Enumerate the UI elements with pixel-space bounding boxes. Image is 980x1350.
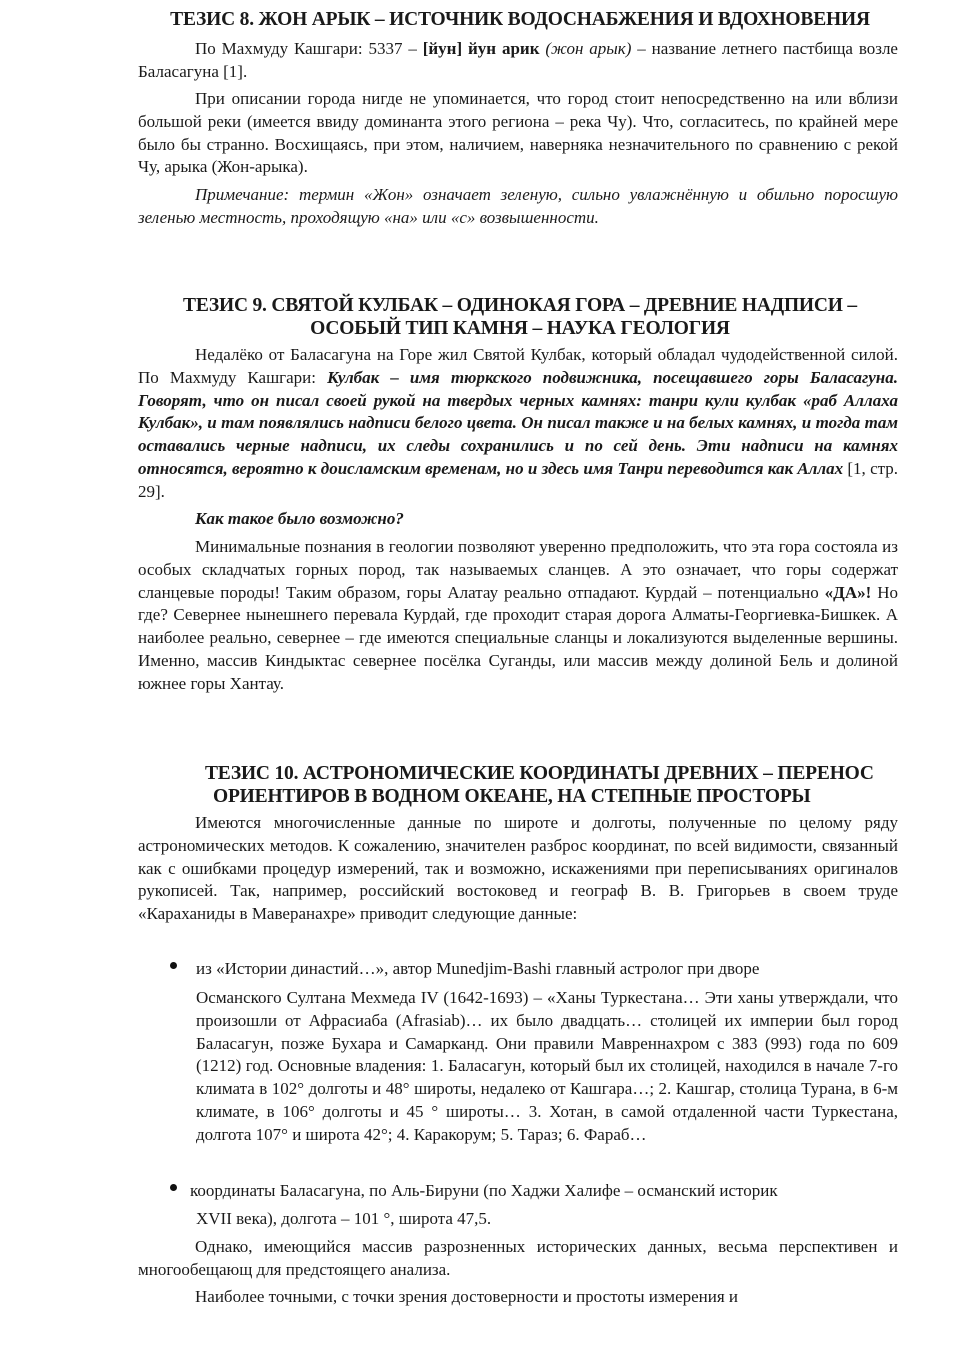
text-run: По Махмуду Кашгари: 5337 – — [195, 39, 423, 58]
thesis-8-note: Примечание: термин «Жон» означает зеленую, сильно увлажнённую и обильно поросшую зеленью местность, проходящую «на» или «с» возвышенности. — [138, 185, 898, 227]
bullet-item-2-first-line: координаты Баласагуна, по Аль-Бируни (по Хаджи Халифе – османский историк — [190, 1181, 778, 1200]
thesis-10-paragraph-3: Наиболее точными, с точки зрения достоверности и простоты измерения и — [195, 1287, 739, 1306]
text-run: Но где? Севернее нынешнего перевала Курдай, где проходит старая дорога Алматы-Георгиевка-Бишкек. А наиболее реально, севернее – где имеются специальные сланцы и локализуются выделенные вершины. Именно, массив Киндыктас севернее посёлка Суганды, или массив между долиной Бель и долиной южнее горы Хантау. — [138, 582, 899, 693]
term-italic: (жон арык) — [545, 39, 632, 58]
thesis-9-heading-line-2: ОСОБЫЙ ТИП КАМНЯ – НАУКА ГЕОЛОГИЯ — [310, 318, 730, 339]
thesis-10-heading-line-1: ТЕЗИС 10. АСТРОНОМИЧЕСКИЕ КООРДИНАТЫ ДРЕВНИХ – ПЕРЕНОС — [205, 763, 874, 784]
thesis-8-heading: ТЕЗИС 8. ЖОН АРЫК – ИСТОЧНИК ВОДОСНАБЖЕНИЯ И ВДОХНОВЕНИЯ — [170, 9, 870, 30]
text-run: Недалёко от Баласагуна на Горе жил Святой Кулбак, который обладал чудодейственной силой. По Махмуду Кашгари: — [138, 345, 898, 387]
text-run: – название летнего пастбища возле Баласагуна [1]. — [138, 39, 898, 81]
bullet-icon — [170, 962, 177, 969]
thesis-9-question: Как такое было возможно? — [195, 509, 404, 528]
citation: [1, стр. 29]. — [138, 458, 899, 501]
bullet-item-1-first-line: из «Истории династий…», автор Munedjim-Bashi главный астролог при дворе — [196, 959, 760, 978]
emphasis-bold: «ДА»! — [824, 582, 872, 602]
text-run: Минимальные познания в геологии позволяют уверенно предположить, что эта гора состояла из особых складчатых горных пород, так называемых сланцев. А это означает, что горы содержат сланцевые породы! Таким образом, горы Алатау реально отпадают. Курдай – потенциально — [138, 537, 898, 602]
term-bold: [йун] йун арик — [422, 39, 540, 58]
quote-bold-italic: Кулбак – имя тюркского подвижника, посещавшего горы Баласагуна. Говорят, что он писал своей рукой на твердых черных камнях: танри кули кулбак «раб Аллаха Кулбак», и там появлялись надписи белого цвета. Он писал также и на белых камнях, и тогда там оставались черные надписи, их следы сохранились и по сей день. Эти надписи на камнях относятся, вероятно к доисламским временам, но и здесь имя Танри переводится как Аллах — [138, 367, 898, 478]
thesis-9-heading — [140, 294, 900, 340]
thesis-10-paragraph-1: Имеются многочисленные данные по широте и долготы, полученные по целому ряду астрономических методов. К сожалению, значителен разброс координат, по всей видимости, связанный как с ошибками процедур измерений, так и возможно, искажениями при переписываниях оригиналов рукописей. Так, например, российский востоковед и географ В. В. Григорьев в своем труде «Караханиды в Маверанахре» приводит следующие данные: — [138, 813, 898, 924]
thesis-8-paragraph-2: При описании города нигде не упоминается, что город стоит непосредственно на или вблизи большой реки (имеется ввиду доминанта этого региона – река Чу). Что, согласитесь, по крайней мере было бы странно. Восхищаясь, при этом, наличием, наверняка незначительного по сравнению с рекой Чу, арыка (Жон-арыка). — [138, 89, 898, 177]
thesis-9-heading-line-1: ТЕЗИС 9. СВЯТОЙ КУЛБАК – ОДИНОКАЯ ГОРА – ДРЕВНИЕ НАДПИСИ – — [183, 295, 857, 316]
thesis-10-heading-line-2: ОРИЕНТИРОВ В ВОДНОМ ОКЕАНЕ, НА СТЕПНЫЕ ПРОСТОРЫ — [213, 786, 811, 807]
thesis-10-paragraph-2: Однако, имеющийся массив разрозненных исторических данных, весьма перспективен и многообещающ для предстоящего анализа. — [138, 1237, 898, 1279]
thesis-9-paragraph-2 — [138, 536, 898, 696]
bullet-icon — [170, 1184, 177, 1191]
thesis-10-heading — [160, 762, 920, 808]
bullet-item-1-body: Османского Султана Мехмеда IV (1642-1693) – «Ханы Туркестана… Эти ханы утверждали, что произошли от Афрасиаба (Afrasiab)… их было двадцать… столицей их империи был город Баласагун, позже Бухара и Самарканд. Они правили Мавреннахром с 383 (993) года по 609 (1212) год. Основные владения: 1. Баласагун, который был их столицей, находился в начале 7-го климата в 102° долготы и 48° широты, недалеко от Кашгара…; 2. Кашгар, столица Турана, в 6-м климате, в 106° долготы и 45 ° широты… 3. Хотан, в самой отдаленной части Туркестана, долгота 107° и широта 42°; 4. Каракорум; 5. Тараз; 6. Фараб… — [196, 988, 898, 1144]
bullet-item-2-body: XVII века), долгота – 101 °, широта 47,5. — [196, 1209, 492, 1228]
thesis-9-paragraph-1 — [138, 344, 898, 504]
thesis-8-paragraph-1 — [138, 38, 898, 84]
